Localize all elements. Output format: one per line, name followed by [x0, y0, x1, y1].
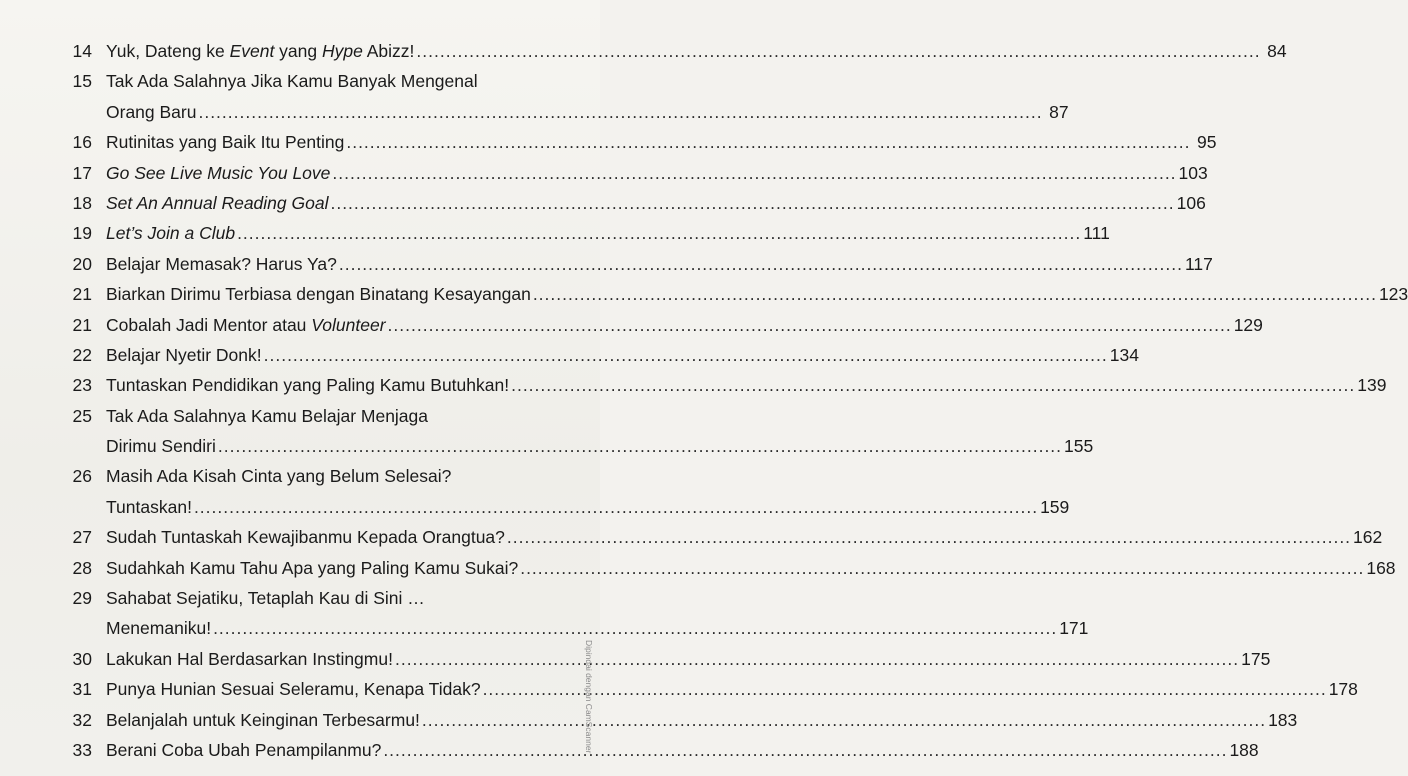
- toc-line: [60, 401, 552, 431]
- dot-leader: [346, 127, 1190, 157]
- chapter-number: 25: [72, 405, 92, 426]
- title-segment: Cobalah Jadi Mentor atau: [106, 314, 312, 335]
- dot-leader: [533, 279, 1377, 309]
- toc-entry: [60, 188, 1206, 218]
- toc-line: [60, 66, 552, 96]
- page-number: 87: [1049, 101, 1069, 122]
- chapter-title: [106, 36, 414, 66]
- toc-line: [60, 340, 1139, 370]
- chapter-title: [106, 97, 196, 127]
- chapter-title: [106, 522, 505, 552]
- toc-line: [60, 461, 552, 491]
- chapter-title: [106, 310, 386, 340]
- watermark-text: Dipindai dengan CamScanner: [584, 640, 594, 754]
- title-segment: Abizz!: [362, 41, 415, 61]
- title-segment: Let’s Join a Club: [106, 223, 236, 244]
- title-segment: Orang Baru: [106, 101, 197, 122]
- chapter-number: 26: [72, 466, 92, 487]
- chapter-number: 29: [72, 588, 92, 609]
- toc-entry: [60, 340, 1139, 370]
- title-segment: yang: [274, 41, 322, 61]
- toc-entry: [60, 66, 1069, 127]
- toc-entry: [60, 644, 1271, 674]
- toc-entry: [60, 522, 1383, 552]
- toc-entry: [60, 218, 1110, 248]
- title-segment: Punya Hunian Sesuai Seleramu, Kenapa Tidak?: [106, 679, 481, 700]
- chapter-title: [106, 735, 381, 765]
- title-segment: Yuk, Dateng ke: [106, 41, 230, 61]
- toc-entry: [60, 583, 1089, 644]
- chapter-title: [106, 340, 262, 370]
- toc-line: [60, 218, 1110, 248]
- dot-leader: [383, 735, 1227, 765]
- chapter-title: [106, 401, 428, 431]
- chapter-number: 14: [72, 41, 92, 61]
- page-number: 84: [1267, 41, 1287, 61]
- chapter-title: [106, 158, 330, 188]
- chapter-title: [106, 674, 481, 704]
- title-segment: Event: [229, 41, 275, 61]
- title-segment: Volunteer: [311, 314, 386, 335]
- page-number: 155: [1064, 436, 1094, 457]
- toc-line: [60, 36, 1287, 66]
- chapter-number: 28: [72, 557, 92, 578]
- toc-line: [60, 249, 1213, 279]
- dot-leader: [332, 158, 1176, 188]
- toc-entry: [60, 249, 1213, 279]
- page-number: 123: [1378, 284, 1408, 305]
- toc-line: [60, 431, 1094, 461]
- chapter-number: 27: [72, 527, 92, 548]
- chapter-title: [106, 249, 337, 279]
- dot-leader: [520, 553, 1364, 583]
- dot-leader: [218, 431, 1062, 461]
- title-segment: Masih Ada Kisah Cinta yang Belum Selesai?: [106, 466, 452, 487]
- title-segment: Tak Ada Salahnya Jika Kamu Banyak Mengenal: [106, 71, 478, 92]
- toc-line: [60, 735, 1259, 765]
- title-segment: Tuntaskan!: [106, 496, 192, 517]
- chapter-title: [106, 66, 478, 96]
- toc-entry: [60, 674, 1358, 704]
- chapter-number: 31: [72, 679, 92, 700]
- dot-leader: [237, 218, 1081, 248]
- chapter-title: [106, 127, 344, 157]
- page-number: 188: [1229, 739, 1259, 760]
- toc-line: [60, 553, 1396, 583]
- title-segment: Sudahkah Kamu Tahu Apa yang Paling Kamu Sukai?: [106, 557, 519, 578]
- chapter-number: 30: [72, 648, 92, 669]
- title-segment: Lakukan Hal Berdasarkan Instingmu!: [106, 648, 393, 669]
- chapter-title: [106, 553, 518, 583]
- chapter-number: 22: [72, 344, 92, 365]
- page-number: 129: [1233, 314, 1263, 335]
- page-number: 106: [1176, 192, 1206, 213]
- title-segment: Sahabat Sejatiku, Tetaplah Kau di Sini …: [106, 588, 425, 609]
- title-segment: Tak Ada Salahnya Kamu Belajar Menjaga: [106, 405, 429, 426]
- chapter-number: 17: [72, 162, 92, 183]
- dot-leader: [511, 370, 1355, 400]
- dot-leader: [507, 522, 1351, 552]
- toc-entry: [60, 401, 1094, 462]
- toc-entry: [60, 735, 1259, 765]
- chapter-title: [106, 431, 216, 461]
- chapter-number: 19: [72, 223, 92, 244]
- toc-line: [60, 522, 1383, 552]
- toc-entry: [60, 553, 1396, 583]
- chapter-number: 21: [72, 284, 92, 305]
- chapter-number: 21: [72, 314, 92, 335]
- title-segment: Tuntaskan Pendidikan yang Paling Kamu Butuhkan!: [106, 375, 510, 396]
- chapter-title: [106, 613, 211, 643]
- title-segment: Menemaniku!: [106, 618, 212, 639]
- page-number: 139: [1357, 375, 1387, 396]
- chapter-title: [106, 218, 235, 248]
- title-segment: Dirimu Sendiri: [106, 436, 216, 457]
- chapter-title: [106, 492, 192, 522]
- dot-leader: [264, 340, 1108, 370]
- dot-leader: [483, 674, 1327, 704]
- chapter-number: 23: [72, 375, 92, 396]
- title-segment: Set An Annual Reading Goal: [106, 192, 329, 213]
- page-number: 162: [1353, 527, 1383, 548]
- title-segment: Rutinitas yang Baik Itu Penting: [106, 132, 345, 153]
- scanner-watermark: [582, 640, 596, 770]
- toc-line: [60, 97, 1069, 127]
- toc-entry: [60, 705, 1298, 735]
- dot-leader: [339, 249, 1183, 279]
- toc-line: [60, 674, 1358, 704]
- chapter-number: 32: [72, 709, 92, 730]
- dot-leader: [416, 36, 1260, 66]
- toc-line: [60, 158, 1208, 188]
- chapter-number: 16: [72, 132, 92, 153]
- toc-line: [60, 370, 1387, 400]
- chapter-number: 33: [72, 739, 92, 760]
- page-number: 171: [1059, 618, 1089, 639]
- toc-entry: [60, 127, 1217, 157]
- toc-entry: [60, 461, 1070, 522]
- toc-line: [60, 188, 1206, 218]
- toc-line: [60, 583, 552, 613]
- title-segment: Sudah Tuntaskah Kewajibanmu Kepada Orangtua?: [106, 527, 505, 548]
- title-segment: Hype: [322, 41, 363, 61]
- dot-leader: [395, 644, 1239, 674]
- dot-leader: [422, 705, 1266, 735]
- toc-line: [60, 310, 1263, 340]
- chapter-title: [106, 461, 451, 491]
- toc-line: [60, 127, 1217, 157]
- chapter-title: [106, 644, 393, 674]
- dot-leader: [330, 188, 1174, 218]
- toc-line: [60, 613, 1089, 643]
- chapter-number: 20: [72, 253, 92, 274]
- title-segment: Belanjalah untuk Keinginan Terbesarmu!: [106, 709, 420, 730]
- page-number: 111: [1083, 223, 1110, 244]
- toc-line: [60, 705, 1298, 735]
- dot-leader: [388, 310, 1232, 340]
- title-segment: Belajar Memasak? Harus Ya?: [106, 253, 337, 274]
- chapter-title: [106, 370, 509, 400]
- page-number: 159: [1040, 496, 1070, 517]
- dot-leader: [194, 492, 1038, 522]
- toc-line: [60, 492, 1070, 522]
- title-segment: Biarkan Dirimu Terbiasa dengan Binatang Kesayangan: [106, 284, 531, 305]
- dot-leader: [213, 613, 1057, 643]
- chapter-number: 18: [72, 192, 92, 213]
- toc-entry: [60, 36, 1287, 66]
- toc-entry: [60, 158, 1208, 188]
- title-segment: Berani Coba Ubah Penampilanmu?: [106, 739, 382, 760]
- page-number: 117: [1185, 253, 1213, 274]
- chapter-title: [106, 705, 420, 735]
- title-segment: Go See Live Music You Love: [106, 162, 331, 183]
- page-number: 168: [1366, 557, 1396, 578]
- toc-entry: [60, 370, 1387, 400]
- page-number: 103: [1178, 162, 1208, 183]
- page-number: 183: [1268, 709, 1298, 730]
- chapter-title: [106, 583, 425, 613]
- page-number: 178: [1328, 679, 1358, 700]
- dot-leader: [198, 97, 1042, 127]
- chapter-title: [106, 188, 328, 218]
- toc-entry: [60, 310, 1263, 340]
- page-number: 134: [1109, 344, 1139, 365]
- chapter-number: 15: [72, 71, 92, 92]
- toc-entry: [60, 279, 1408, 309]
- chapter-title: [106, 279, 531, 309]
- title-segment: Belajar Nyetir Donk!: [106, 344, 262, 365]
- page-number: 175: [1241, 648, 1271, 669]
- page-number: 95: [1197, 132, 1217, 153]
- toc-line: [60, 644, 1271, 674]
- toc-line: [60, 279, 1408, 309]
